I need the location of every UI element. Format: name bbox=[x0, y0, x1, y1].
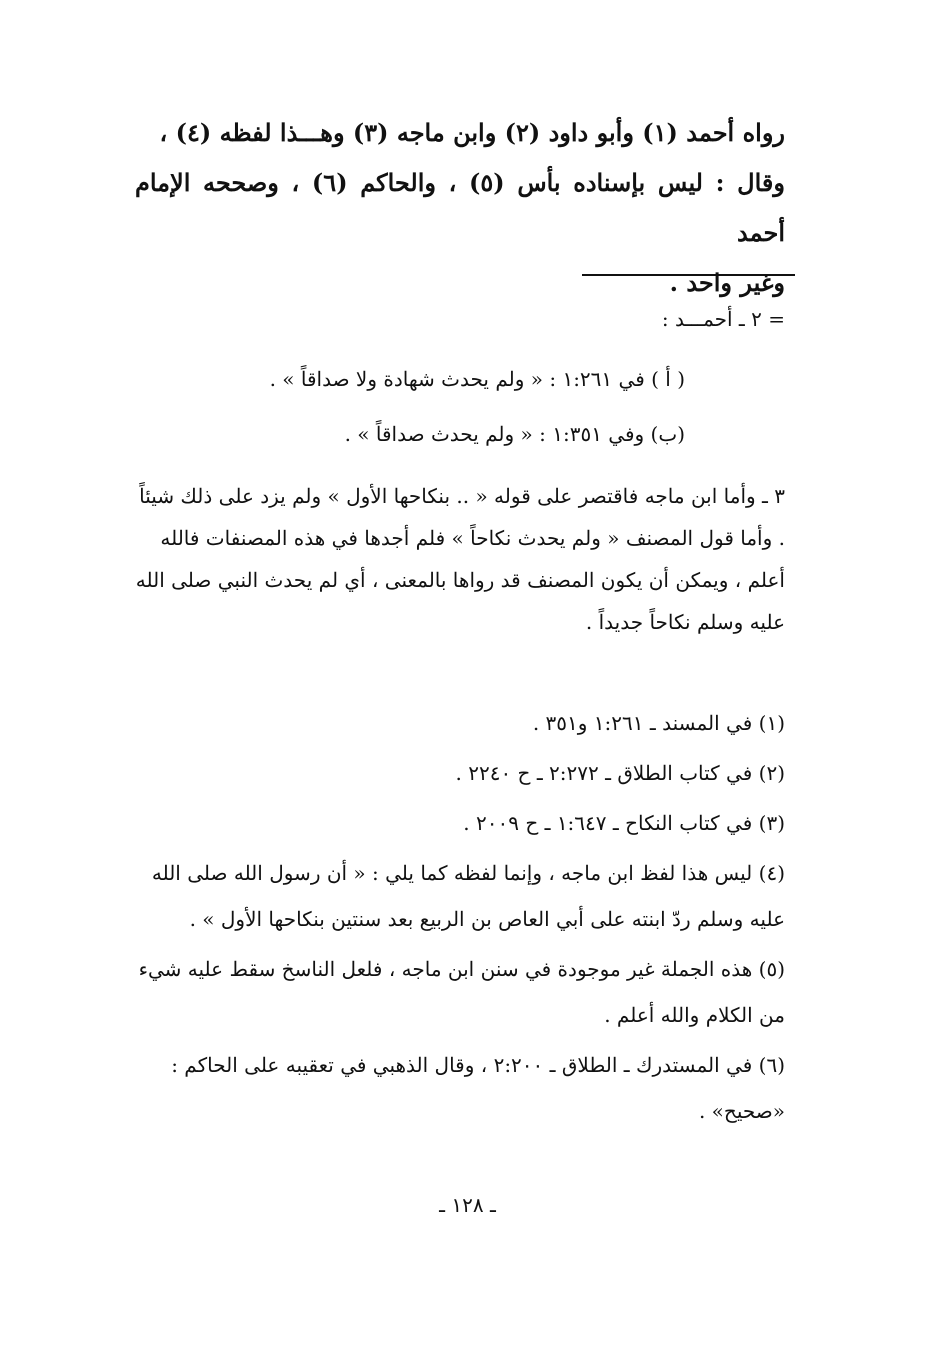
footnote-4: (٤) ليس هذا لفظ ابن ماجه ، وإنما لفظه كما يلي : « أن رسول الله صلى الله عليه وسلم ردّ ابنته على أبي العاص بن الربيع بعد سنتين بنكاحها الأول » . bbox=[151, 861, 785, 931]
note-3: ٣ ـ وأما ابن ماجه فاقتصر على قوله « .. بنكاحها الأول » ولم يزد على ذلك شيئاً . وأما قول المصنف « ولم يحدث نكاحاً » فلم أجدها في هذه المصنفات فالله أعلم ، ويمكن أن يكون المصنف قد رواها بالمعنى ، أي لم يحدث النبي صلى الله عليه وسلم نكاحاً جديداً . bbox=[135, 484, 785, 634]
main-text-line-3: وغير واحد . bbox=[669, 268, 785, 297]
footnote-1: (١) في المسند ـ ١:٢٦١ و٣٥١ . bbox=[532, 711, 785, 735]
main-text bbox=[135, 108, 785, 308]
footnote-3: (٣) في كتاب النكاح ـ ١:٦٤٧ ـ ح ٢٠٠٩ . bbox=[463, 811, 785, 835]
note-2-heading: = ٢ ـ أحمـــد : bbox=[661, 307, 785, 331]
footnote-5: (٥) هذه الجملة غير موجودة في سنن ابن ماجه ، فلعل الناسخ سقط عليه شيء من الكلام والله أعلم . bbox=[138, 957, 785, 1027]
note-2-item-b: (ب) وفي ١:٣٥١ : « ولم يحدث صداقاً » . bbox=[344, 422, 685, 446]
note-2-item-a: ( أ ) في ١:٢٦١ : « ولم يحدث شهادة ولا صداقاً » . bbox=[269, 367, 685, 391]
main-text-line-1: رواه أحمد (١) وأبو داود (٢) وابن ماجه (٣) وهـــذا لفظه (٤) ، bbox=[159, 118, 785, 147]
footnote-separator bbox=[582, 274, 795, 276]
main-text-line-2: وقال : ليس بإسناده بأس (٥) ، والحاكم (٦) ، وصححه الإمام أحمد bbox=[135, 168, 785, 247]
footnote-2: (٢) في كتاب الطلاق ـ ٢:٢٧٢ ـ ح ٢٢٤٠ . bbox=[455, 761, 785, 785]
footnote-6: (٦) في المستدرك ـ الطلاق ـ ٢:٢٠٠ ، وقال الذهبي في تعقيبه على الحاكم : «صحيح» . bbox=[171, 1053, 785, 1123]
page-number: ـ ١٢٨ ـ bbox=[439, 1193, 496, 1217]
footnotes bbox=[135, 700, 785, 1138]
